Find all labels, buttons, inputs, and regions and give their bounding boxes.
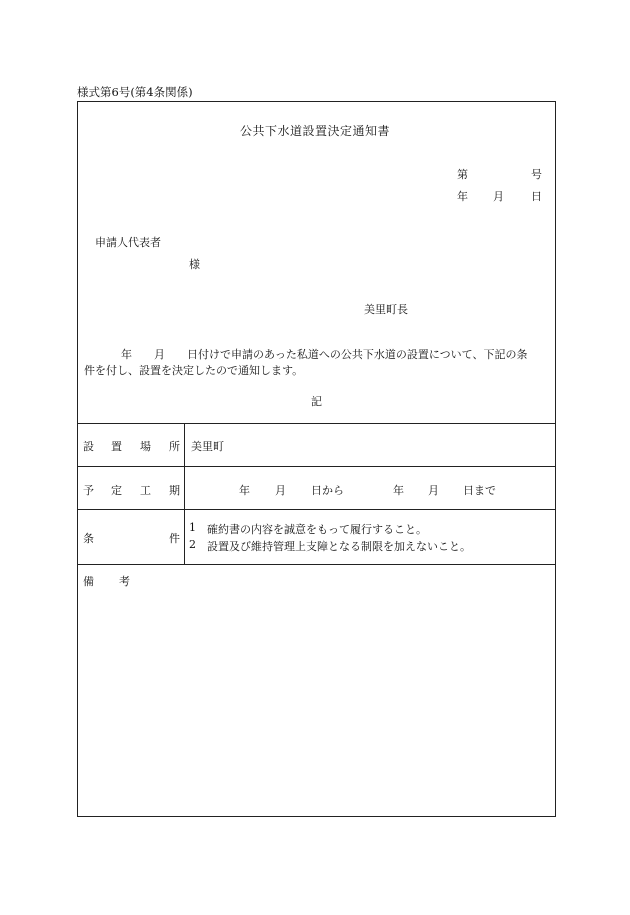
date-year: 年 [457,190,468,203]
condition-1-number: 1 [189,521,196,534]
remarks-label-2: 考 [119,575,130,588]
remarks-field[interactable] [78,590,555,815]
condition-2-number: 2 [189,538,196,551]
applicant-label: 申請人代表者 [95,236,161,249]
row-divider-conditions [77,509,556,510]
body-line1: 日付けで申請のあった私道への公共下水道の設置について、下記の条 [187,348,528,361]
row-divider-schedule [77,466,556,467]
location-label-1: 設 [83,440,94,453]
remarks-label-1: 備 [83,575,94,588]
schedule-month-start: 月 [275,484,286,497]
location-label-2: 置 [111,440,122,453]
label-column-divider [184,423,185,564]
ref-number-go: 号 [531,168,542,181]
location-value: 美里町 [191,440,224,453]
schedule-label-4: 期 [169,484,180,497]
body-year: 年 [121,348,132,361]
form-number-label: 様式第6号(第4条関係) [77,85,193,99]
body-month: 月 [154,348,165,361]
schedule-label-2: 定 [111,484,122,497]
honorific-sama: 様 [189,258,200,271]
ref-number-dai: 第 [457,168,468,181]
schedule-day-end: 日まで [463,484,496,497]
condition-2-text: 設置及び維持管理上支障となる制限を加えないこと。 [207,540,471,553]
document-title: 公共下水道設置決定通知書 [239,124,390,138]
schedule-year-end: 年 [393,484,404,497]
schedule-label-3: 工 [140,484,151,497]
conditions-label-2: 件 [169,532,180,545]
date-month: 月 [493,190,504,203]
location-label-4: 所 [169,440,180,453]
row-divider-remarks [77,564,556,565]
issuer-name: 美里町長 [364,303,408,316]
conditions-label-1: 条 [83,532,94,545]
ki-mark: 記 [311,395,322,408]
row-divider-location [77,423,556,424]
condition-1-text: 確約書の内容を誠意をもって履行すること。 [207,523,427,536]
schedule-label-1: 予 [83,484,94,497]
body-line2: 件を付し、設置を決定したので通知します。 [84,364,304,377]
schedule-year-start: 年 [239,484,250,497]
schedule-day-start: 日から [311,484,344,497]
schedule-month-end: 月 [428,484,439,497]
date-day: 日 [531,190,542,203]
location-label-3: 場 [140,440,151,453]
